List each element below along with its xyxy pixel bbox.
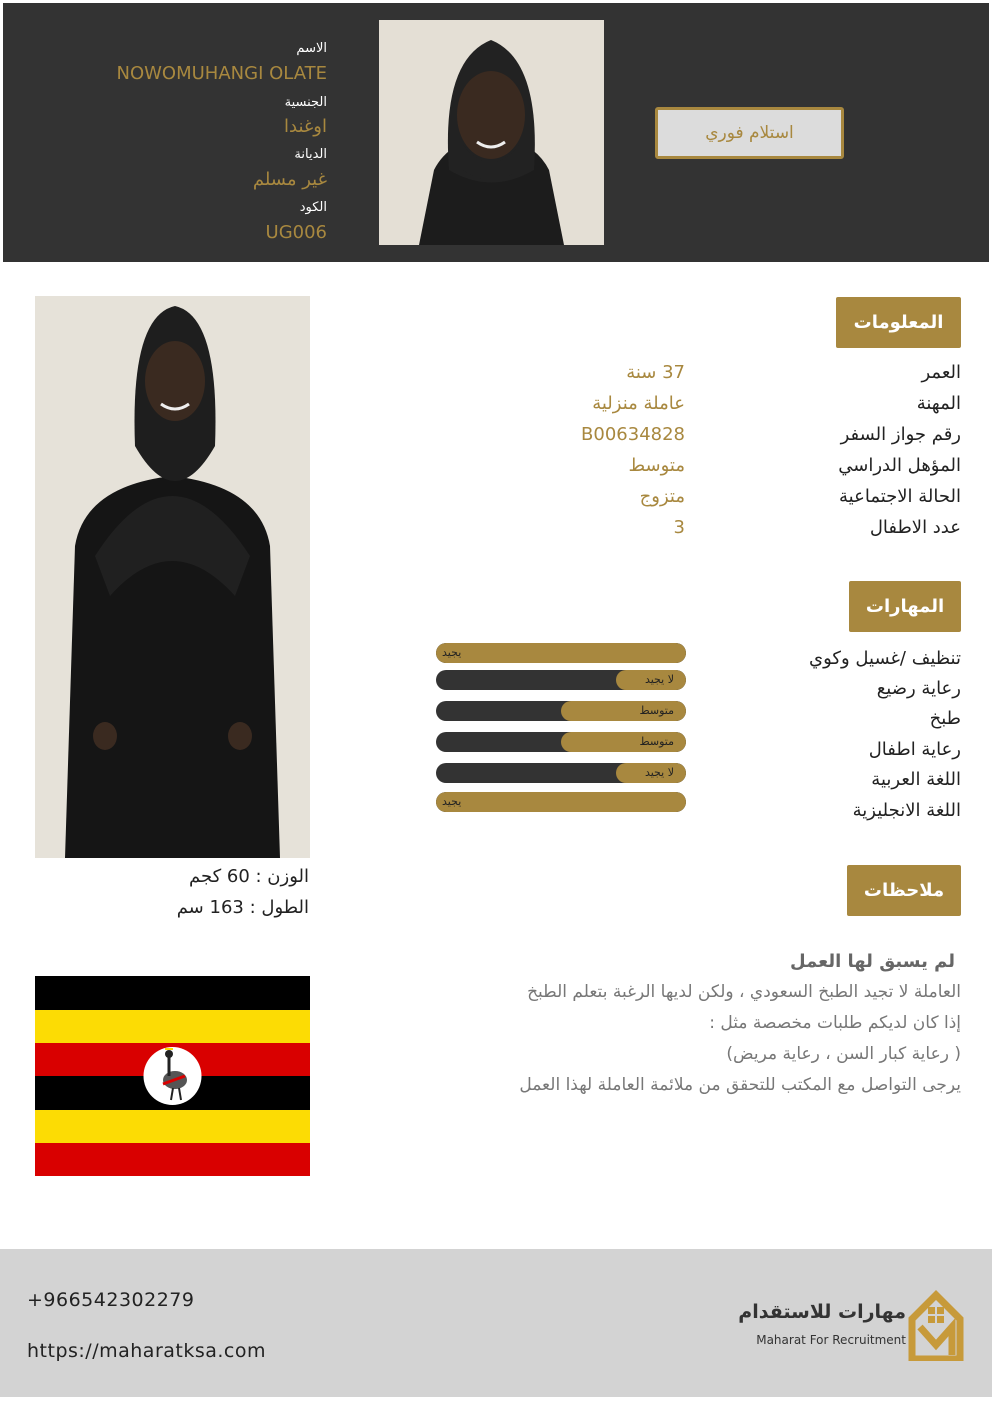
worker-name: NOWOMUHANGI OLATE xyxy=(116,63,327,84)
skill-level-fill xyxy=(436,792,686,812)
age-value: 37 سنة xyxy=(626,362,685,383)
nationality-label: الجنسية xyxy=(284,95,327,110)
education-value: متوسط xyxy=(628,455,685,476)
footer xyxy=(0,1249,992,1397)
website-link[interactable]: https://maharatksa.com xyxy=(27,1340,267,1362)
age-label: العمر xyxy=(921,362,961,383)
skill-level-bar xyxy=(436,732,686,752)
skill-label: رعاية رضيع xyxy=(876,678,961,699)
code-label: الكود xyxy=(299,200,327,215)
logo-house-icon xyxy=(906,1289,966,1361)
religion-label: الديانة xyxy=(294,147,327,162)
logo-arabic-text: مهارات للاستقدام xyxy=(738,1301,906,1323)
nationality-value: اوغندا xyxy=(284,116,327,137)
logo-english-text: Maharat For Recruitment xyxy=(756,1333,906,1347)
instant-delivery-button[interactable]: استلام فوري xyxy=(655,107,844,159)
height-text: الطول : 163 سم xyxy=(176,897,309,918)
education-label: المؤهل الدراسي xyxy=(838,455,961,476)
note-line: ( رعاية كبار السن ، رعاية مريض) xyxy=(726,1044,961,1064)
skill-level-bar xyxy=(436,763,686,783)
children-value: 3 xyxy=(673,517,685,538)
skill-level-fill xyxy=(436,643,686,663)
note-line: إذا كان لديكم طلبات مخصصة مثل : xyxy=(709,1013,961,1033)
skill-level-bar xyxy=(436,643,686,663)
skill-level-text: لا يجيد xyxy=(644,673,674,686)
phone-number[interactable]: +966542302279 xyxy=(27,1289,195,1311)
skill-label: رعاية اطفال xyxy=(868,739,961,760)
full-body-photo xyxy=(35,296,310,858)
note-line: يرجى التواصل مع المكتب للتحقق من ملائمة العاملة لهذا العمل xyxy=(519,1075,961,1095)
company-logo xyxy=(738,1289,968,1361)
portrait-photo xyxy=(379,20,604,245)
note-line: العاملة لا تجيد الطبخ السعودي ، ولكن لديها الرغبة بتعلم الطبخ xyxy=(527,982,961,1002)
skill-label: تنظيف /غسيل وكوي xyxy=(809,648,961,669)
passport-value: B00634828 xyxy=(581,424,685,445)
children-label: عدد الاطفال xyxy=(869,517,961,538)
marital-status-label: الحالة الاجتماعية xyxy=(839,486,961,507)
weight-text: الوزن : 60 كجم xyxy=(189,866,309,887)
skill-level-text: متوسط xyxy=(639,704,674,717)
notes-headline: لم يسبق لها العمل xyxy=(790,951,955,972)
profile-header xyxy=(3,3,989,262)
skill-label: طبخ xyxy=(929,708,961,729)
skill-level-bar xyxy=(436,670,686,690)
profession-value: عاملة منزلية xyxy=(592,393,685,414)
skills-section-title: المهارات xyxy=(849,581,961,632)
skill-label: اللغة العربية xyxy=(871,769,961,790)
skill-level-text: لا يجيد xyxy=(644,766,674,779)
passport-label: رقم جواز السفر xyxy=(840,424,961,445)
skill-level-text: يجيد xyxy=(442,795,462,808)
skill-label: اللغة الانجليزية xyxy=(852,800,961,821)
name-label: الاسم xyxy=(296,41,327,56)
profession-label: المهنة xyxy=(916,393,961,414)
notes-section-title: ملاحظات xyxy=(847,865,961,916)
marital-status-value: متزوج xyxy=(639,486,685,507)
religion-value: غير مسلم xyxy=(252,169,327,190)
skill-level-bar xyxy=(436,701,686,721)
uganda-flag xyxy=(35,976,310,1176)
skill-level-text: يجيد xyxy=(442,646,462,659)
info-section-title: المعلومات xyxy=(836,297,961,348)
code-value: UG006 xyxy=(265,222,327,243)
skill-level-bar xyxy=(436,792,686,812)
skill-level-text: متوسط xyxy=(639,735,674,748)
